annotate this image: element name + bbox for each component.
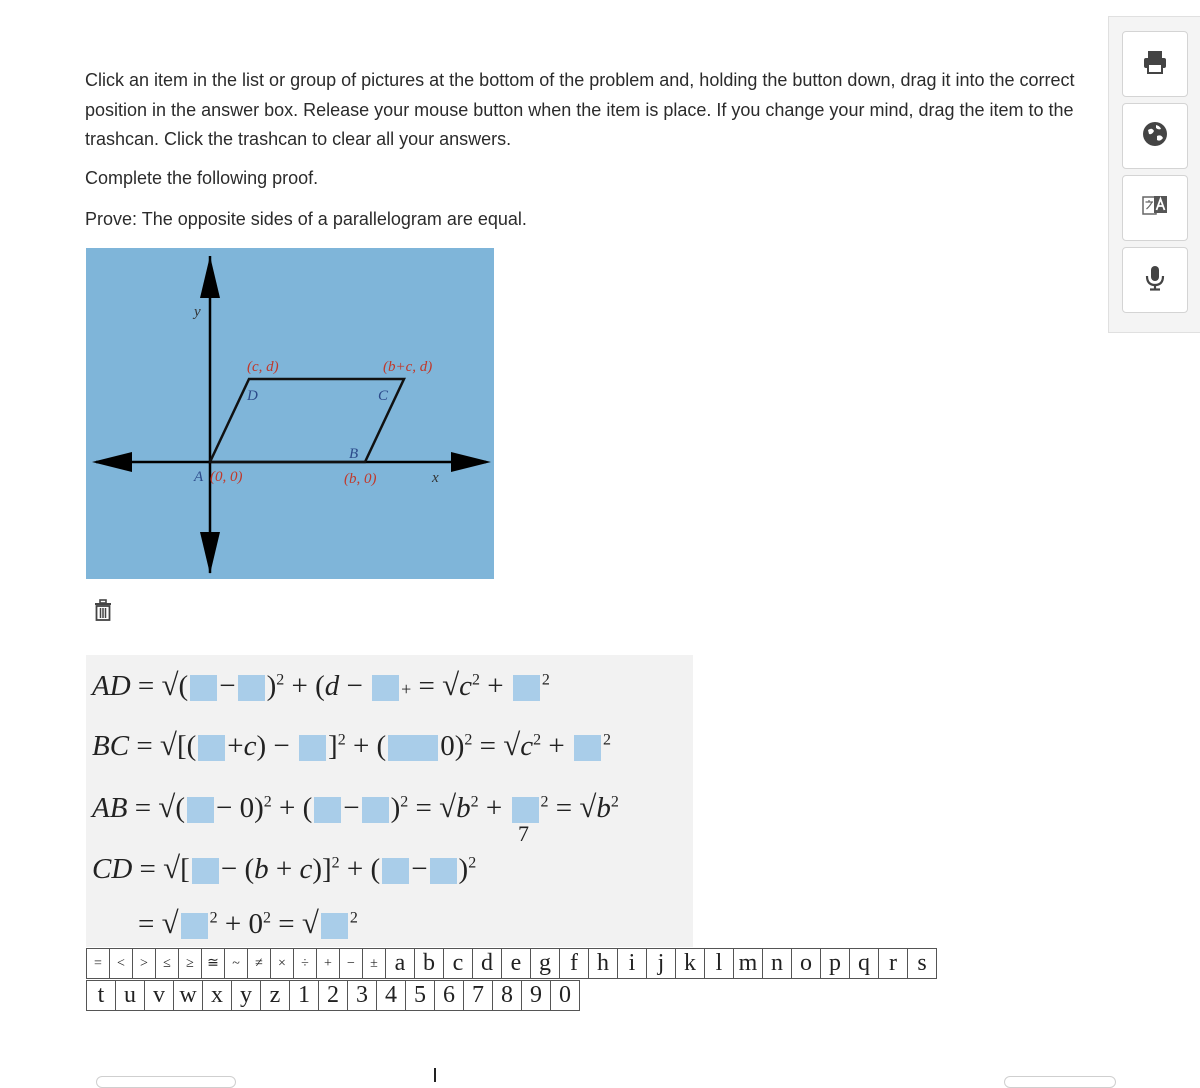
print-icon xyxy=(1142,49,1168,80)
answer-slot[interactable] xyxy=(187,797,214,823)
palette-item[interactable]: e xyxy=(502,949,531,979)
answer-slot[interactable] xyxy=(238,675,265,701)
palette-item[interactable]: 7 xyxy=(464,981,493,1011)
bc-label: BC xyxy=(92,730,130,762)
answer-slot[interactable] xyxy=(574,735,601,761)
palette-item[interactable]: w xyxy=(174,981,203,1011)
ab-label: AB xyxy=(92,792,128,824)
answer-slot[interactable] xyxy=(512,797,539,823)
palette-item[interactable]: − xyxy=(340,949,363,979)
proof-row-ad: AD = √( − )$^2$ + (d − + = $√c^2 + ^2$ xyxy=(92,667,550,702)
proof-row-cd-simplified: = √ $^2 + 0^2$ = √ $^2$ xyxy=(138,905,358,940)
parallelogram xyxy=(210,379,404,462)
bottom-button-left[interactable] xyxy=(96,1076,236,1088)
answer-slot[interactable] xyxy=(513,675,540,701)
palette-item[interactable]: z xyxy=(261,981,290,1011)
palette-item[interactable]: b xyxy=(415,949,444,979)
prompt-text: Complete the following proof. xyxy=(85,168,319,188)
palette-item[interactable]: ≥ xyxy=(179,949,202,979)
vertex-c-label: C xyxy=(378,388,389,404)
palette-item[interactable]: p xyxy=(821,949,850,979)
print-button[interactable] xyxy=(1122,31,1188,97)
instructions-text: Click an item in the list or group of pictures at the bottom of the problem and, holding the button down, drag it into the correct position in the answer box. Release your mouse button when the item is place. If you change your mind, drag the item to the trashcan. Click the trashcan to clear all your answers. xyxy=(85,70,1075,149)
palette-item[interactable]: ~ xyxy=(225,949,248,979)
proof-row-cd: CD = √[ − (b + c)]$^2$ + ( − )$^2$ xyxy=(92,850,477,885)
answer-slot[interactable] xyxy=(192,858,219,884)
palette-item[interactable]: × xyxy=(271,949,294,979)
microphone-button[interactable] xyxy=(1122,247,1188,313)
y-axis-arrow-down xyxy=(200,532,220,574)
palette-item[interactable]: + xyxy=(317,949,340,979)
answer-slot[interactable] xyxy=(430,858,457,884)
palette-item[interactable]: 4 xyxy=(377,981,406,1011)
vertex-d-label: D xyxy=(247,388,258,404)
stray-digit[interactable]: 7 xyxy=(518,821,529,846)
microphone-icon xyxy=(1142,265,1168,296)
palette-item[interactable]: 3 xyxy=(348,981,377,1011)
palette-item[interactable]: k xyxy=(676,949,705,979)
palette-item[interactable]: 8 xyxy=(493,981,522,1011)
palette-item[interactable]: q xyxy=(850,949,879,979)
translate-button[interactable] xyxy=(1122,175,1188,241)
globe-button[interactable] xyxy=(1122,103,1188,169)
point-c-coords: (b+c, d) xyxy=(383,359,433,375)
point-a-coords: (0, 0) xyxy=(210,469,243,485)
palette-item[interactable]: 0 xyxy=(551,981,580,1011)
palette-item[interactable]: ÷ xyxy=(294,949,317,979)
answer-slot[interactable] xyxy=(388,735,438,761)
answer-slot[interactable] xyxy=(181,913,208,939)
answer-slot[interactable] xyxy=(198,735,225,761)
palette-item[interactable]: ≅ xyxy=(202,949,225,979)
answer-slot[interactable] xyxy=(190,675,217,701)
palette-item[interactable]: 6 xyxy=(435,981,464,1011)
palette-item[interactable]: x xyxy=(203,981,232,1011)
x-axis-arrow-right xyxy=(451,452,491,472)
palette-item[interactable]: u xyxy=(116,981,145,1011)
ad-label: AD xyxy=(92,670,131,702)
palette-item[interactable]: < xyxy=(110,949,133,979)
palette-item[interactable]: j xyxy=(647,949,676,979)
cd-label: CD xyxy=(92,853,133,885)
proof-row-ab: AB = √( − 0)$^2$ + ( − )$^2 = √b^2 + ^2 = √b^2$ xyxy=(92,789,619,824)
palette-item[interactable]: 9 xyxy=(522,981,551,1011)
text-cursor xyxy=(434,1068,436,1082)
palette-item[interactable]: t xyxy=(87,981,116,1011)
palette-item[interactable]: = xyxy=(87,949,110,979)
y-axis-label: y xyxy=(194,304,201,320)
palette-item[interactable]: n xyxy=(763,949,792,979)
palette-item[interactable]: f xyxy=(560,949,589,979)
palette-item[interactable]: > xyxy=(133,949,156,979)
y-axis-arrow-up xyxy=(200,256,220,298)
answer-slot[interactable] xyxy=(372,675,399,701)
palette-item[interactable]: a xyxy=(386,949,415,979)
answer-slot[interactable] xyxy=(321,913,348,939)
palette-item[interactable]: l xyxy=(705,949,734,979)
palette-item[interactable]: v xyxy=(145,981,174,1011)
vertex-b-label: B xyxy=(349,446,359,462)
translate-icon xyxy=(1142,193,1168,224)
palette-item[interactable]: r xyxy=(879,949,908,979)
symbol-palette-row-2 xyxy=(86,980,580,1011)
tool-sidebar xyxy=(1108,16,1200,333)
palette-item[interactable]: o xyxy=(792,949,821,979)
globe-icon xyxy=(1142,121,1168,152)
palette-item[interactable]: ≠ xyxy=(248,949,271,979)
palette-item[interactable]: g xyxy=(531,949,560,979)
proof-row-bc: BC = √[( +c) − ]$^2$ + ( $0)^2 = √c^2 + ^2$ xyxy=(92,727,611,762)
palette-item[interactable]: s xyxy=(908,949,937,979)
x-axis-label: x xyxy=(432,470,439,486)
answer-slot[interactable] xyxy=(382,858,409,884)
trash-icon[interactable] xyxy=(93,599,113,621)
palette-item[interactable]: m xyxy=(734,949,763,979)
statement-text: Prove: The opposite sides of a parallelogram are equal. xyxy=(85,209,527,229)
palette-item[interactable]: 5 xyxy=(406,981,435,1011)
palette-item[interactable]: c xyxy=(444,949,473,979)
answer-slot[interactable] xyxy=(314,797,341,823)
answer-slot[interactable] xyxy=(362,797,389,823)
x-axis-arrow-left xyxy=(92,452,132,472)
palette-item[interactable]: i xyxy=(618,949,647,979)
palette-item[interactable]: ≤ xyxy=(156,949,179,979)
answer-slot[interactable] xyxy=(299,735,326,761)
vertex-a-label: A xyxy=(194,469,204,485)
proof-answer-box xyxy=(86,655,693,947)
symbol-palette-row-1 xyxy=(86,948,937,979)
bottom-button-right[interactable] xyxy=(1004,1076,1116,1088)
palette-item[interactable]: h xyxy=(589,949,618,979)
parallelogram-graph xyxy=(86,248,494,579)
point-d-coords: (c, d) xyxy=(247,359,279,375)
palette-item[interactable]: 1 xyxy=(290,981,319,1011)
palette-item[interactable]: y xyxy=(232,981,261,1011)
point-b-coords: (b, 0) xyxy=(344,471,377,487)
palette-item[interactable]: 2 xyxy=(319,981,348,1011)
palette-item[interactable]: d xyxy=(473,949,502,979)
palette-item[interactable]: ± xyxy=(363,949,386,979)
